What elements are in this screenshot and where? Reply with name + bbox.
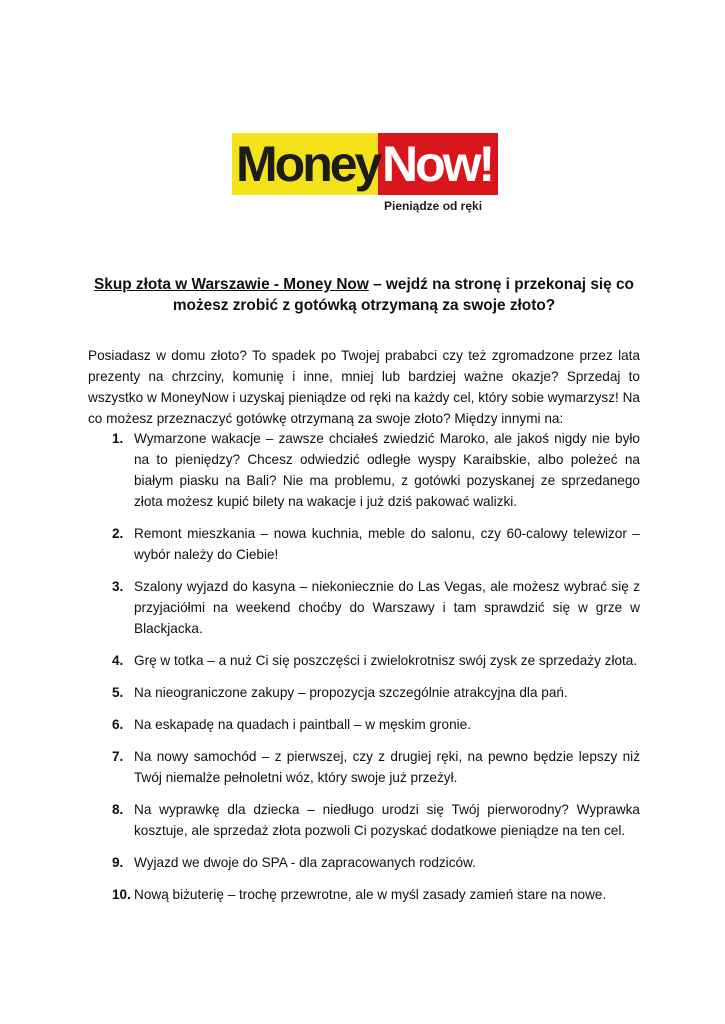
money-now-logo (232, 133, 497, 222)
list-item-number: 9. (112, 855, 124, 870)
list-item-number: 6. (112, 717, 124, 732)
list-item-number: 1. (112, 431, 124, 446)
list-item-text: Na wyprawkę dla dziecka – niedługo urodzi się Twój pierworodny? Wyprawka kosztuje, ale sprzedaż złota pozwoli Ci pozyskać dodatkowe pieniądze na ten cel. (134, 802, 640, 838)
list-item (112, 852, 640, 873)
list-item-text: Szalony wyjazd do kasyna – niekoniecznie do Las Vegas, ale możesz wybrać się z przyjaciółmi na weekend choćby do Warszawy i tam sprawdzić się w grze w Blackjacka. (134, 579, 640, 636)
page-title (88, 274, 640, 316)
list-item-text: Na eskapadę na quadach i paintball – w męskim gronie. (134, 717, 472, 732)
list-item-text: Remont mieszkania – nowa kuchnia, meble do salonu, czy 60-calowy telewizor – wybór należy do Ciebie! (134, 526, 640, 562)
list-item-number: 2. (112, 526, 124, 541)
list-item (112, 746, 640, 788)
list-item-text: Grę w totka – a nuż Ci się poszczęści i zwielokrotnisz swój zysk ze sprzedaży złota. (134, 653, 638, 668)
list-item (112, 799, 640, 841)
list-item-number: 5. (112, 685, 124, 700)
title-rest: – wejdź na stronę i przekonaj się co możesz zrobić z gotówką otrzymaną za swoje złoto? (172, 276, 634, 314)
logo-word-money: Money (236, 136, 380, 192)
list-item-number: 10. (112, 887, 131, 902)
logo-tagline: Pieniądze od ręki (384, 199, 483, 213)
list-item-text: Wyjazd we dwoje do SPA - dla zapracowanych rodziców. (134, 855, 476, 870)
logo-word-now: Now! (382, 136, 493, 192)
list-item (112, 428, 640, 512)
list-item-number: 3. (112, 579, 124, 594)
list-item-number: 4. (112, 653, 124, 668)
list-item (112, 650, 640, 671)
list-item (112, 884, 640, 905)
list-item-text: Na nowy samochód – z pierwszej, czy z drugiej ręki, na pewno będzie lepszy niż Twój niemalże pełnoletni wóz, który swoje już przeżył. (134, 749, 640, 785)
list-item (112, 714, 640, 735)
title-link[interactable]: Skup złota w Warszawie - Money Now (94, 276, 369, 293)
list-item-number: 7. (112, 749, 124, 764)
list-item-text: Wymarzone wakacje – zawsze chciałeś zwiedzić Maroko, ale jakoś nigdy nie było na to pieniędzy? Chcesz odwiedzić odległe wyspy Karaibskie, albo poleżeć na białym piasku na Bali? Nie ma problemu, z gotówki pozyskanej ze sprzedanego złota możesz kupić bilety na wakacje i już dziś pakować walizki. (134, 431, 640, 509)
list-item (112, 523, 640, 565)
intro-paragraph: Posiadasz w domu złoto? To spadek po Twojej prababci czy też zgromadzone przez lata prezenty na chrzciny, komunię i inne, mniej lub bardziej ważne okazje? Sprzedaj to wszystko w MoneyNow i uzyskaj pieniądze od ręki na każdy cel, który sobie wymarzysz! Na co możesz przeznaczyć gotówkę otrzymaną za swoje złoto? Między innymi na: (88, 347, 640, 426)
list-item (112, 576, 640, 639)
list-item (112, 682, 640, 703)
list-item-number: 8. (112, 802, 124, 817)
list-item-text: Nową biżuterię – trochę przewrotne, ale w myśl zasady zamień stare na nowe. (134, 887, 607, 902)
list-item-text: Na nieograniczone zakupy – propozycja szczególnie atrakcyjna dla pań. (134, 685, 568, 700)
numbered-list (112, 428, 640, 916)
